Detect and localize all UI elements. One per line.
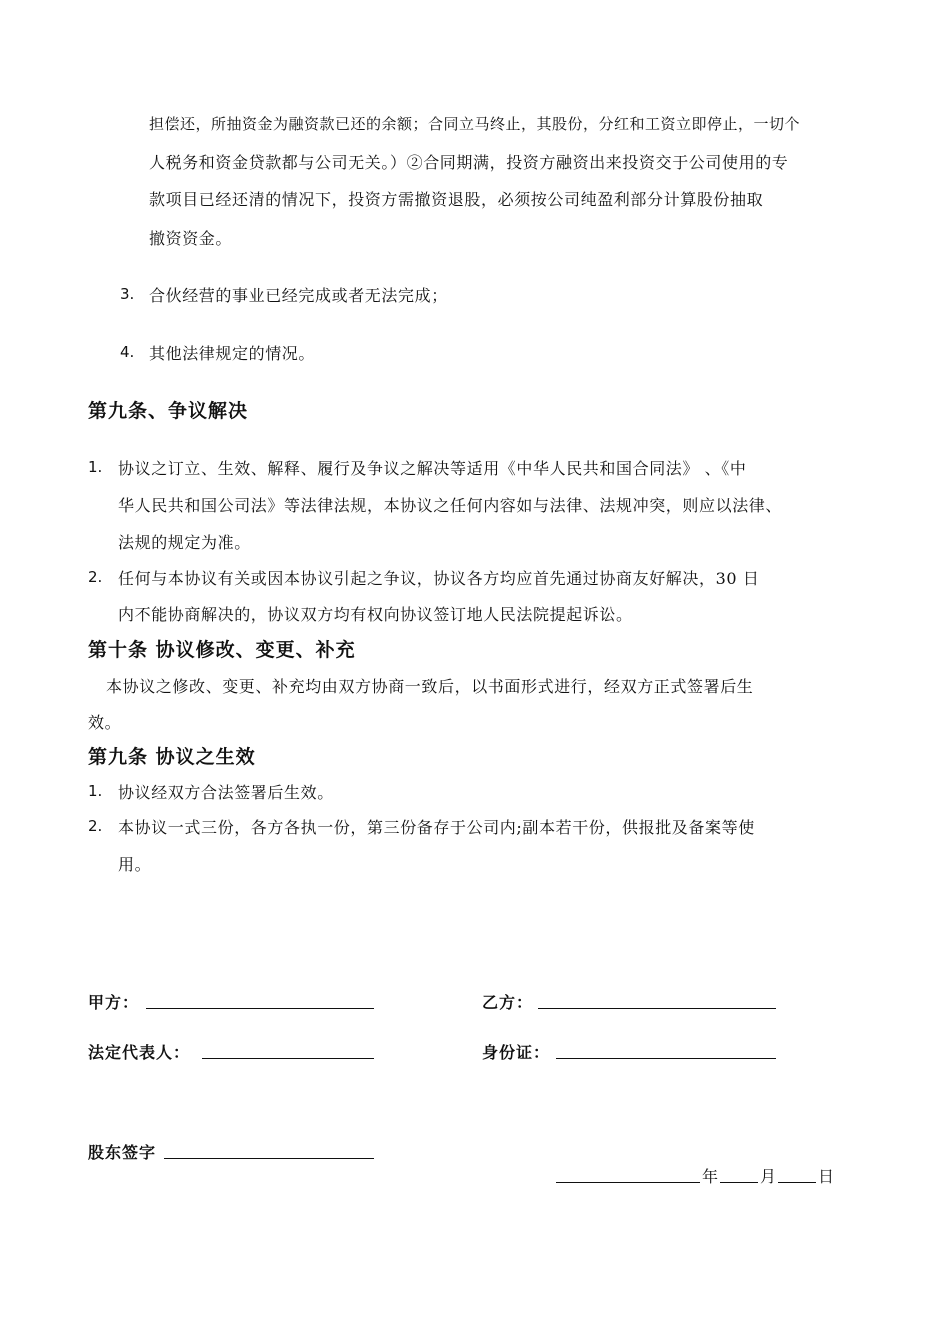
- amendment-line-1: 本协议之修改、变更、补充均由双方协商一致后，以书面形式进行，经双方正式签署后生: [106, 677, 754, 696]
- shareholder-signature-line[interactable]: [164, 1158, 374, 1159]
- date-month-blank[interactable]: [720, 1182, 758, 1183]
- continuation-line-3: 款项目已经还清的情况下，投资方需撤资退股，必须按公司纯盈利部分计算股份抽取: [149, 190, 764, 209]
- dispute-item-1-line-2: 华人民共和国公司法》等法律法规，本协议之任何内容如与法律、法规冲突，则应以法律、: [118, 496, 783, 515]
- dispute-item-2-line-2: 内不能协商解决的，协议双方均有权向协议签订地人民法院提起诉讼。: [118, 605, 633, 624]
- list-item-number: 3.: [120, 285, 135, 303]
- dispute-item-2-line-1: 任何与本协议有关或因本协议引起之争议，协议各方均应首先通过协商友好解决，30 日: [118, 569, 760, 588]
- section-heading-amendment: 第十条 协议修改、变更、补充: [88, 639, 356, 661]
- party-b-label: 乙方：: [482, 993, 534, 1012]
- section-heading-dispute: 第九条、争议解决: [88, 400, 249, 422]
- list-item-number: 1.: [88, 782, 103, 800]
- continuation-line-4: 撤资资金。: [149, 229, 233, 248]
- date-year-label: 年: [702, 1167, 719, 1186]
- date-month-label: 月: [760, 1167, 777, 1186]
- party-a-label: 甲方：: [88, 993, 140, 1012]
- effect-item-1: 协议经双方合法签署后生效。: [118, 783, 334, 802]
- list-item: 合伙经营的事业已经完成或者无法完成；: [149, 286, 448, 305]
- list-item-number: 2.: [88, 568, 103, 586]
- dispute-item-1-line-1: 协议之订立、生效、解释、履行及争议之解决等适用《中华人民共和国合同法》 、《中: [118, 459, 747, 478]
- list-item: 其他法律规定的情况。: [149, 344, 316, 363]
- effect-item-2-line-1: 本协议一式三份，各方各执一份，第三份备存于公司内;副本若干份，供报批及备案等使: [118, 818, 755, 837]
- continuation-line-2: 人税务和资金贷款都与公司无关。）②合同期满，投资方融资出来投资交于公司使用的专: [149, 153, 789, 172]
- id-card-label: 身份证：: [482, 1043, 551, 1062]
- legal-rep-signature-line[interactable]: [202, 1058, 374, 1059]
- list-item-number: 2.: [88, 817, 103, 835]
- id-card-line[interactable]: [556, 1058, 776, 1059]
- legal-rep-label: 法定代表人：: [88, 1043, 191, 1062]
- section-heading-effect: 第九条 协议之生效: [88, 746, 256, 768]
- date-day-label: 日: [818, 1167, 835, 1186]
- party-b-signature-line[interactable]: [538, 1008, 776, 1009]
- list-item-number: 4.: [120, 343, 135, 361]
- amendment-line-2: 效。: [88, 713, 122, 732]
- date-day-blank[interactable]: [778, 1182, 816, 1183]
- continuation-line-1: 担偿还，所抽资金为融资款已还的余额；合同立马终止，其股份，分红和工资立即停止，一切个: [149, 115, 801, 133]
- party-a-signature-line[interactable]: [146, 1008, 374, 1009]
- date-year-blank[interactable]: [556, 1182, 700, 1183]
- dispute-item-1-line-3: 法规的规定为准。: [118, 533, 251, 552]
- shareholder-sign-label: 股东签字: [88, 1143, 157, 1162]
- effect-item-2-line-2: 用。: [118, 855, 152, 874]
- list-item-number: 1.: [88, 458, 103, 476]
